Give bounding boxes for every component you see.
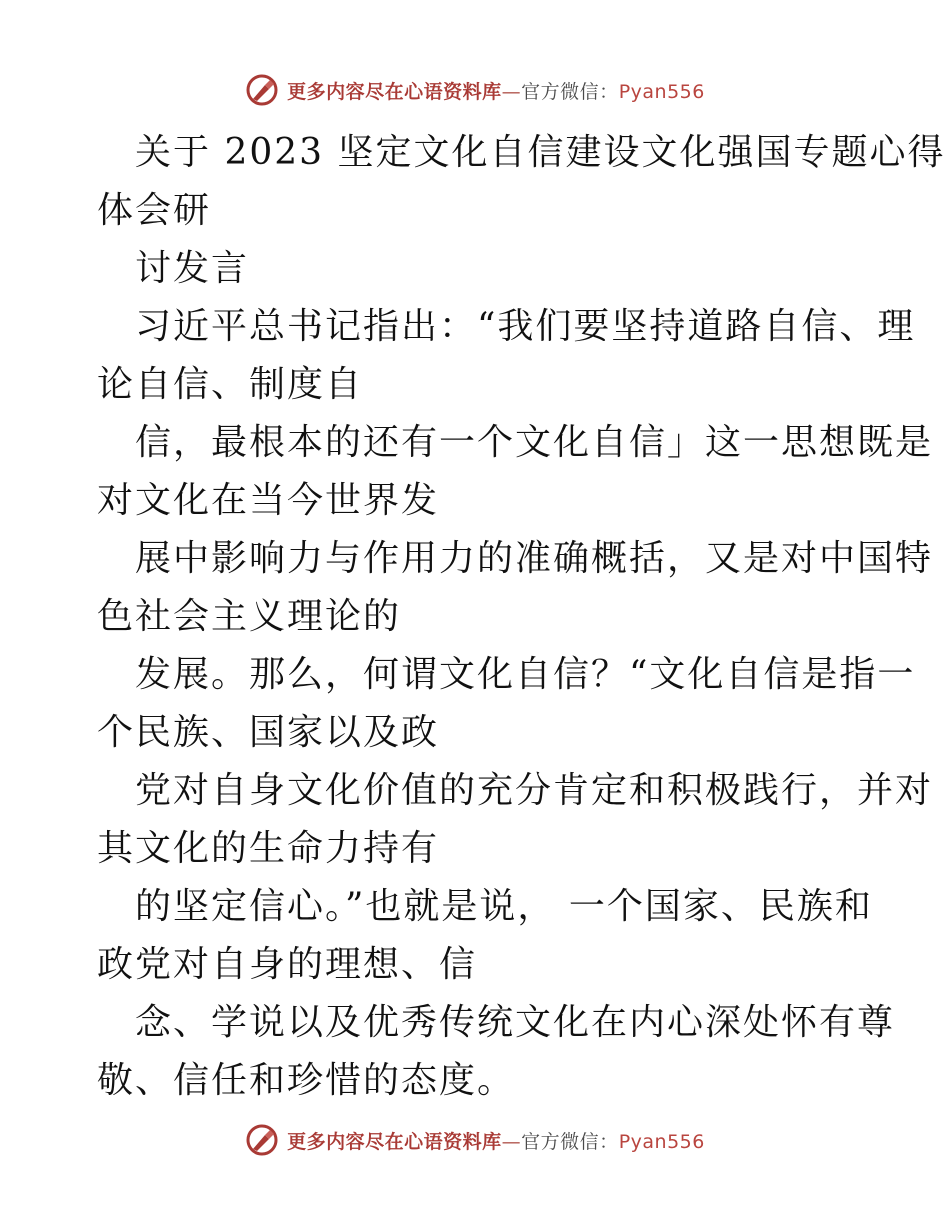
body-line: 党对自身文化价值的充分肯定和积极践行，并对	[135, 770, 934, 811]
header-watermark	[0, 70, 950, 110]
watermark-label: 官方微信：	[521, 80, 619, 103]
body-line: 发展。那么，何谓文化自信？“文化自信是指一	[135, 654, 916, 695]
body-line: 的坚定信心。”也就是说， 一个国家、民族和	[135, 886, 873, 927]
body-line: 讨发言	[135, 248, 250, 289]
watermark-dash: —	[501, 1130, 522, 1153]
pen-nib-circle-icon	[245, 1123, 279, 1157]
body-line: 习近平总书记指出：“我们要坚持道路自信、理	[135, 306, 916, 347]
document-body	[97, 124, 946, 1110]
watermark-label: 官方微信：	[521, 1130, 619, 1153]
body-line: 信，最根本的还有一个文化自信」这一思想既是	[135, 422, 934, 463]
watermark-id: Pyan556	[618, 1130, 705, 1153]
pen-nib-circle-icon	[245, 73, 279, 107]
body-line: 个民族、国家以及政	[97, 712, 440, 753]
body-line: 政党对自身的理想、信	[97, 944, 478, 985]
footer-watermark	[0, 1120, 950, 1160]
body-line: 论自信、制度自	[97, 364, 364, 405]
watermark-dash: —	[501, 80, 522, 103]
body-line: 展中影响力与作用力的准确概括，又是对中国特	[135, 538, 934, 579]
body-line: 色社会主义理论的	[97, 596, 402, 637]
watermark-main-text: 更多内容尽在心语资料库	[287, 80, 502, 103]
watermark-main-text: 更多内容尽在心语资料库	[287, 1130, 502, 1153]
body-line: 对文化在当今世界发	[97, 480, 440, 521]
body-line: 体会研	[97, 190, 212, 231]
body-line: 关于 2023 坚定文化自信建设文化强国专题心得	[135, 132, 946, 173]
body-line: 念、学说以及优秀传统文化在内心深处怀有尊	[135, 1002, 896, 1043]
body-line: 其文化的生命力持有	[97, 828, 440, 869]
watermark-id: Pyan556	[618, 80, 705, 103]
body-line: 敬、信任和珍惜的态度。	[97, 1060, 516, 1101]
